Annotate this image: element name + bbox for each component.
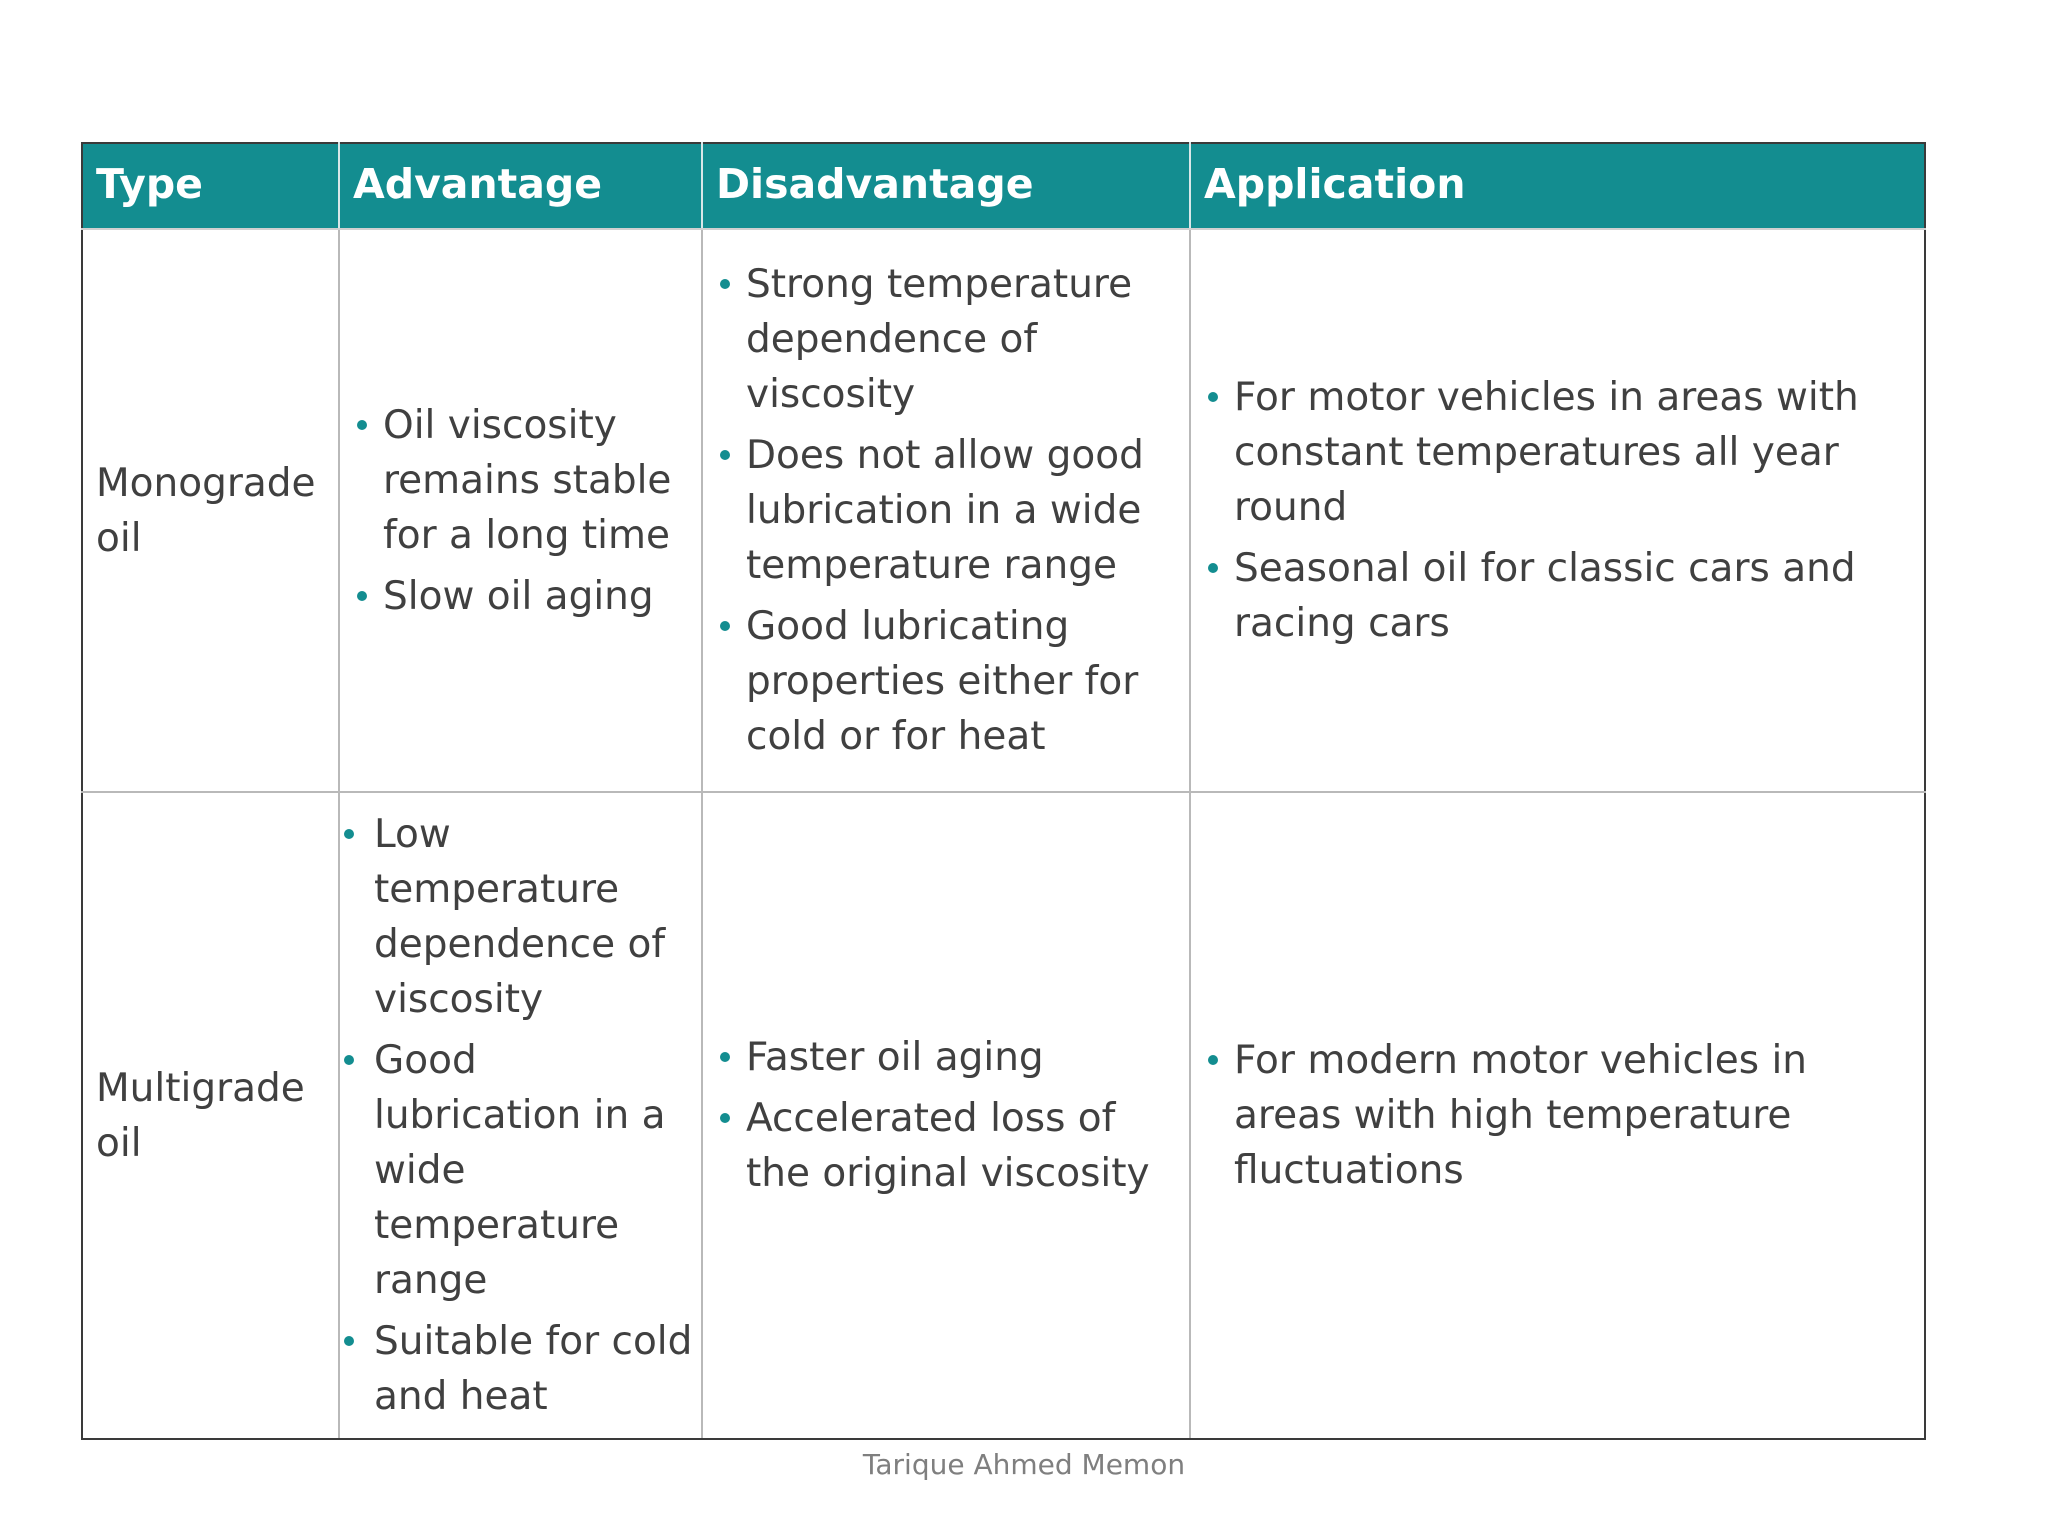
- table-header-row: [82, 143, 1925, 229]
- application-cell: [1190, 229, 1925, 792]
- oil-comparison-table: [81, 142, 1926, 1440]
- table-row-monograde: [82, 229, 1925, 792]
- application-cell: [1190, 792, 1925, 1439]
- table-row-multigrade: [82, 792, 1925, 1439]
- disadvantage-cell: [702, 792, 1190, 1439]
- advantage-cell: [339, 792, 702, 1439]
- advantage-list: [353, 398, 693, 624]
- advantage-cell: [339, 229, 702, 792]
- list-item: Faster oil aging: [716, 1030, 1181, 1085]
- list-item: Seasonal oil for classic cars and racing cars: [1204, 541, 1916, 651]
- list-item: For motor vehicles in areas with constant temperatures all year round: [1204, 370, 1916, 535]
- list-item: Oil viscosity remains stable for a long time: [353, 398, 693, 563]
- list-item: Low temperature dependence of viscosity: [342, 807, 693, 1027]
- disadvantage-list: [716, 257, 1181, 764]
- header-advantage: Advantage: [339, 143, 702, 229]
- footer-author: Tarique Ahmed Memon: [862, 1448, 1186, 1481]
- type-cell: [82, 792, 339, 1439]
- list-item: Good lubricating properties either for cold or for heat: [716, 599, 1181, 764]
- application-list: [1204, 1033, 1916, 1198]
- list-item: Suitable for cold and heat: [342, 1314, 693, 1424]
- disadvantage-list: [716, 1030, 1181, 1201]
- header-disadvantage: Disadvantage: [702, 143, 1190, 229]
- list-item: Strong temperature dependence of viscosity: [716, 257, 1181, 422]
- header-type: Type: [82, 143, 339, 229]
- application-list: [1204, 370, 1916, 651]
- type-label: Multigrade oil: [96, 1065, 305, 1166]
- list-item: Slow oil aging: [353, 569, 693, 624]
- type-cell: [82, 229, 339, 792]
- list-item: Accelerated loss of the original viscosity: [716, 1091, 1181, 1201]
- type-label: Monograde oil: [96, 460, 316, 561]
- header-application: Application: [1190, 143, 1925, 229]
- disadvantage-cell: [702, 229, 1190, 792]
- list-item: Does not allow good lubrication in a wide temperature range: [716, 428, 1181, 593]
- list-item: Good lubrication in a wide temperature range: [342, 1033, 693, 1308]
- list-item: For modern motor vehicles in areas with high temperature fluctuations: [1204, 1033, 1916, 1198]
- advantage-list: [342, 807, 693, 1424]
